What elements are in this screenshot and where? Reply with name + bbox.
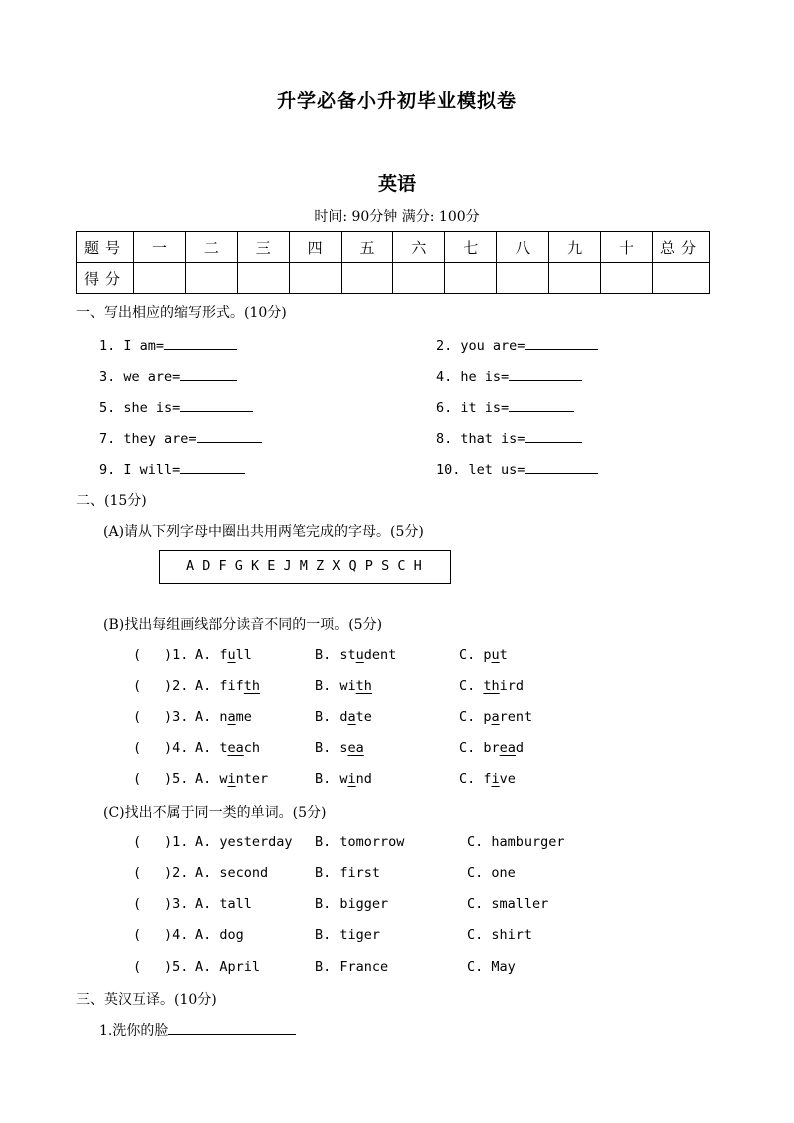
option-c[interactable]: C. put	[459, 647, 508, 663]
answer-paren[interactable]: (	[133, 709, 142, 725]
column-header: 六	[393, 232, 445, 263]
option-c[interactable]: C. smaller	[467, 896, 549, 912]
option-b[interactable]: B. bigger	[315, 896, 389, 912]
option-b[interactable]: B. sea	[315, 740, 364, 756]
option-c[interactable]: C. hamburger	[467, 834, 565, 850]
option-c[interactable]: C. shirt	[467, 927, 533, 943]
column-header: 一	[134, 232, 186, 263]
question-number: )3.	[164, 709, 189, 725]
answer-blank[interactable]	[509, 366, 582, 381]
option-a[interactable]: A. fifth	[195, 678, 261, 694]
question-number: )5.	[164, 771, 189, 787]
column-header: 八	[497, 232, 549, 263]
answer-blank[interactable]	[180, 397, 253, 412]
page-title: 升学必备小升初毕业模拟卷	[276, 90, 517, 112]
column-header: 二	[185, 232, 237, 263]
abbrev-item: 6. it is=	[436, 397, 574, 416]
option-b[interactable]: B. France	[315, 959, 389, 975]
answer-paren[interactable]: (	[133, 740, 142, 756]
option-b[interactable]: B. student	[315, 647, 397, 663]
option-a[interactable]: A. full	[195, 647, 252, 663]
option-a[interactable]: A. teach	[195, 740, 261, 756]
question-number: )4.	[164, 927, 189, 943]
answer-blank[interactable]	[180, 366, 237, 381]
score-cell[interactable]	[497, 263, 549, 294]
option-a[interactable]: A. dog	[195, 927, 244, 943]
abbrev-item: 2. you are=	[436, 335, 598, 354]
abbrev-item: 7. they are=	[99, 428, 262, 447]
column-header: 四	[289, 232, 341, 263]
score-cell[interactable]	[653, 263, 710, 294]
abbrev-item: 1. I am=	[99, 335, 237, 354]
answer-blank[interactable]	[197, 428, 262, 443]
question-number: )1.	[164, 834, 189, 850]
subject-title: 英语	[377, 173, 416, 195]
answer-blank[interactable]	[525, 428, 582, 443]
partA-heading: (A)请从下列字母中圈出共用两笔完成的字母。(5分)	[103, 524, 424, 540]
score-table-header-row	[77, 232, 710, 263]
score-table-score-row	[77, 263, 710, 294]
answer-paren[interactable]: (	[133, 647, 142, 663]
answer-blank[interactable]	[509, 397, 574, 412]
option-b[interactable]: B. date	[315, 709, 372, 725]
answer-paren[interactable]: (	[133, 959, 142, 975]
option-b[interactable]: B. wind	[315, 771, 372, 787]
score-cell[interactable]	[601, 263, 653, 294]
letters-box[interactable]: A D F G K E J M Z X Q P S C H	[159, 550, 451, 584]
row-label-question-number: 题号	[77, 232, 134, 263]
option-b[interactable]: B. tiger	[315, 927, 381, 943]
score-cell[interactable]	[289, 263, 341, 294]
option-b[interactable]: B. with	[315, 678, 372, 694]
section3-heading: 三、英汉互译。(10分)	[76, 992, 217, 1008]
option-c[interactable]: C. five	[459, 771, 516, 787]
abbrev-item: 10. let us=	[436, 459, 598, 478]
score-cell[interactable]	[185, 263, 237, 294]
option-a[interactable]: A. tall	[195, 896, 252, 912]
answer-blank[interactable]	[168, 1020, 296, 1035]
answer-blank[interactable]	[525, 335, 598, 350]
question-number: )2.	[164, 865, 189, 881]
column-header: 九	[549, 232, 601, 263]
column-header: 五	[341, 232, 393, 263]
option-b[interactable]: B. first	[315, 865, 381, 881]
option-a[interactable]: A. winter	[195, 771, 269, 787]
option-c[interactable]: C. May	[467, 959, 516, 975]
option-c[interactable]: C. third	[459, 678, 525, 694]
abbrev-item: 3. we are=	[99, 366, 237, 385]
score-cell[interactable]	[134, 263, 186, 294]
score-cell[interactable]	[341, 263, 393, 294]
option-a[interactable]: A. April	[195, 959, 261, 975]
abbrev-item: 5. she is=	[99, 397, 253, 416]
question-number: )5.	[164, 959, 189, 975]
answer-paren[interactable]: (	[133, 927, 142, 943]
column-header: 七	[445, 232, 497, 263]
question-number: )1.	[164, 647, 189, 663]
section1-heading: 一、写出相应的缩写形式。(10分)	[76, 305, 287, 321]
abbrev-item: 8. that is=	[436, 428, 582, 447]
question-number: )4.	[164, 740, 189, 756]
column-header: 三	[237, 232, 289, 263]
partC-heading: (C)找出不属于同一类的单词。(5分)	[103, 805, 327, 821]
answer-blank[interactable]	[525, 459, 598, 474]
column-header: 十	[601, 232, 653, 263]
question-number: )3.	[164, 896, 189, 912]
answer-paren[interactable]: (	[133, 865, 142, 881]
option-a[interactable]: A. second	[195, 865, 269, 881]
section2-heading: 二、(15分)	[76, 493, 147, 509]
answer-paren[interactable]: (	[133, 834, 142, 850]
score-table	[76, 231, 710, 294]
answer-blank[interactable]	[180, 459, 245, 474]
answer-paren[interactable]: (	[133, 771, 142, 787]
score-cell[interactable]	[393, 263, 445, 294]
row-label-score: 得分	[77, 263, 134, 294]
abbrev-item: 4. he is=	[436, 366, 582, 385]
score-cell[interactable]	[237, 263, 289, 294]
column-header-total: 总分	[653, 232, 710, 263]
option-c[interactable]: C. parent	[459, 709, 533, 725]
partB-heading: (B)找出每组画线部分读音不同的一项。(5分)	[103, 617, 383, 633]
score-cell[interactable]	[445, 263, 497, 294]
answer-blank[interactable]	[164, 335, 237, 350]
exam-meta: 时间: 90分钟 满分: 100分	[314, 209, 480, 225]
answer-paren[interactable]: (	[133, 896, 142, 912]
score-cell[interactable]	[549, 263, 601, 294]
abbrev-item: 9. I will=	[99, 459, 245, 478]
option-c[interactable]: C. one	[467, 865, 516, 881]
option-c[interactable]: C. bread	[459, 740, 525, 756]
option-b[interactable]: B. tomorrow	[315, 834, 405, 850]
answer-paren[interactable]: (	[133, 678, 142, 694]
translation-item: 1.洗你的脸	[99, 1020, 296, 1040]
question-number: )2.	[164, 678, 189, 694]
option-a[interactable]: A. name	[195, 709, 252, 725]
option-a[interactable]: A. yesterday	[195, 834, 293, 850]
